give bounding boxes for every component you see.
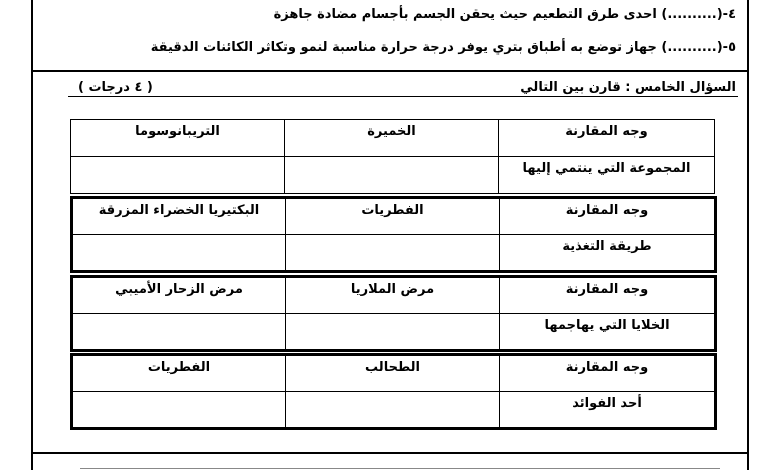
answer-b-cell[interactable]	[72, 392, 286, 429]
item-a-cell: الطحالب	[286, 355, 500, 392]
answer-b-cell[interactable]	[72, 314, 286, 351]
answer-a-cell[interactable]	[286, 235, 500, 272]
item-b-cell: البكتيريا الخضراء المزرقة	[72, 198, 286, 235]
item-b-cell: الفطريات	[72, 355, 286, 392]
row-label-cell: الخلايا التي يهاجمها	[500, 314, 716, 351]
item-a-cell: الخميرة	[285, 120, 499, 157]
header-cell: وجه المقارنة	[500, 198, 716, 235]
row-label-cell: المجموعة التي ينتمي إليها	[499, 157, 715, 194]
header-cell: وجه المقارنة	[500, 355, 716, 392]
table-header-row	[72, 277, 716, 314]
table-answer-row	[72, 235, 716, 272]
answer-b-cell[interactable]	[71, 157, 285, 194]
answer-b-cell[interactable]	[72, 235, 286, 272]
row-label-cell: أحد الفوائد	[500, 392, 716, 429]
answer-a-cell[interactable]	[286, 314, 500, 351]
question-5: ٥-(..........) جهاز توضع به أطباق بتري يوفر درجة حرارة مناسبة لنمو وتكاثر الكائنات الدقيقة	[150, 40, 736, 55]
section-marks: ( ٤ درجات )	[78, 80, 153, 95]
comparison-table-3	[70, 275, 717, 352]
table-header-row	[72, 355, 716, 392]
item-a-cell: الفطريات	[286, 198, 500, 235]
table-answer-row	[71, 157, 715, 194]
answer-a-cell[interactable]	[285, 157, 499, 194]
header-cell: وجه المقارنة	[499, 120, 715, 157]
table-answer-row	[72, 392, 716, 429]
row-label-cell: طريقة التغذية	[500, 235, 716, 272]
comparison-table-4	[70, 353, 717, 430]
bottom-divider	[33, 452, 747, 454]
item-b-cell: التريبانوسوما	[71, 120, 285, 157]
item-a-cell: مرض الملاريا	[286, 277, 500, 314]
section-title: السؤال الخامس : قارن بين التالي	[520, 80, 736, 95]
header-cell: وجه المقارنة	[500, 277, 716, 314]
comparison-table-1	[70, 119, 715, 194]
answer-a-cell[interactable]	[286, 392, 500, 429]
comparison-table-2	[70, 196, 717, 273]
bottom-divider-2	[80, 468, 720, 469]
section-divider	[33, 70, 747, 72]
item-b-cell: مرض الزحار الأميبي	[72, 277, 286, 314]
question-4: ٤-(..........) احدى طرق التطعيم حيث يحقن الجسم بأجسام مضادة جاهزة	[273, 7, 736, 22]
table-answer-row	[72, 314, 716, 351]
table-header-row	[72, 198, 716, 235]
table-header-row	[71, 120, 715, 157]
title-underline	[68, 96, 738, 97]
